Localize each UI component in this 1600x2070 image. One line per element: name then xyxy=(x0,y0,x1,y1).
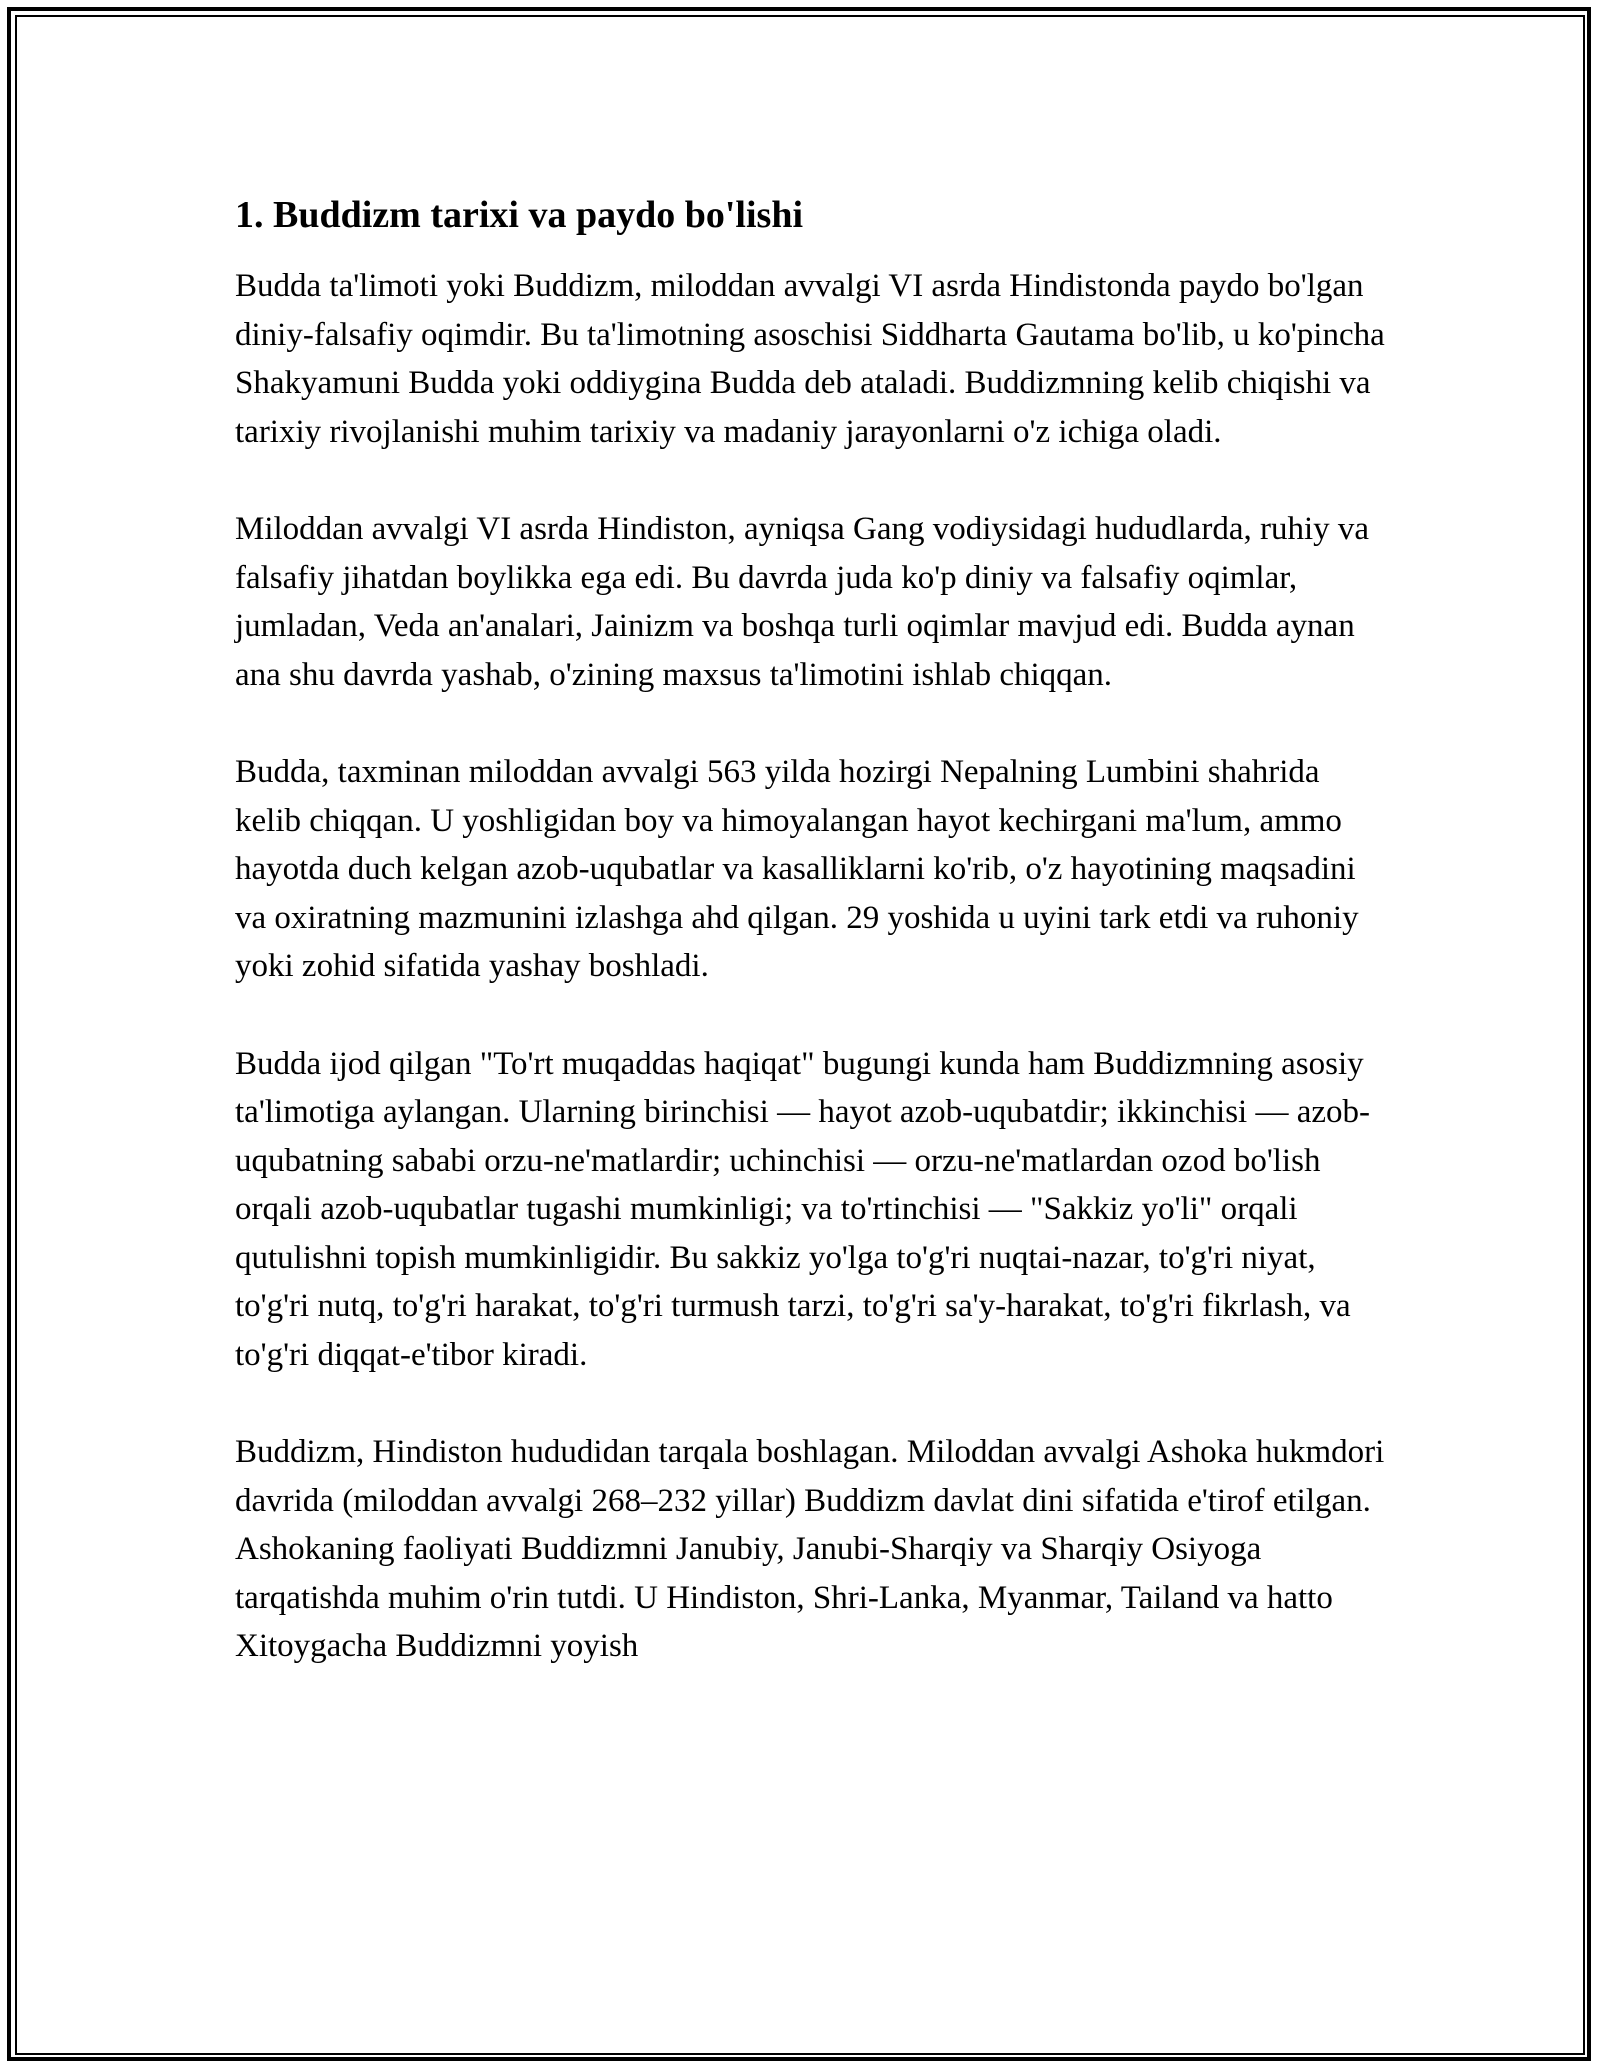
section-heading: 1. Buddizm tarixi va paydo bo'lishi xyxy=(235,194,804,236)
paragraph-2: Miloddan avvalgi VI asrda Hindiston, ayniqsa Gang vodiysidagi hududlarda, ruhiy va falsafiy jihatdan boylikka ega edi. Bu davrda juda ko'p diniy va falsafiy oqimlar, jumladan, Veda an'analari, Jainizm va boshqa turli oqimlar mavjud edi. Budda aynan ana shu davrda yashab, o'zining maxsus ta'limotini ishlab chiqqan. xyxy=(235,511,1370,693)
paragraph-5: Buddizm, Hindiston hududidan tarqala boshlagan. Miloddan avvalgi Ashoka hukmdori davrida (miloddan avvalgi 268–232 yillar) Buddizm davlat dini sifatida e'tirof etilgan. Ashokaning faoliyati Buddizmni Janubiy, Janubi-Sharqiy va Sharqiy Osiyoga tarqatishda muhim o'rin tutdi. U Hindiston, Shri-Lanka, Myanmar, Tailand va hatto Xitoygacha Buddizmni yoyish xyxy=(235,1434,1385,1664)
document-body xyxy=(235,188,1385,1720)
paragraph-3: Budda, taxminan miloddan avvalgi 563 yilda hozirgi Nepalning Lumbini shahrida kelib chiqqan. U yoshligidan boy va himoyalangan hayot kechirgani ma'lum, ammo hayotda duch kelgan azob-uqubatlar va kasalliklarni ko'rib, o'z hayotining maqsadini va oxiratning mazmunini izlashga ahd qilgan. 29 yoshida u uyini tark etdi va ruhoniy yoki zohid sifatida yashay boshladi. xyxy=(235,754,1359,984)
paragraph-1: Budda ta'limoti yoki Buddizm, miloddan avvalgi VI asrda Hindistonda paydo bo'lgan diniy-falsafiy oqimdir. Bu ta'limotning asoschisi Siddharta Gautama bo'lib, u ko'pincha Shakyamuni Budda yoki oddiygina Budda deb ataladi. Buddizmning kelib chiqishi va tarixiy rivojlanishi muhim tarixiy va madaniy jarayonlarni o'z ichiga oladi. xyxy=(235,268,1385,450)
paragraph-4: Budda ijod qilgan "To'rt muqaddas haqiqat" bugungi kunda ham Buddizmning asosiy ta'limotiga aylangan. Ularning birinchisi — hayot azob-uqubatdir; ikkinchisi — azob-uqubatning sababi orzu-ne'matlardir; uchinchisi — orzu-ne'matlardan ozod bo'lish orqali azob-uqubatlar tugashi mumkinligi; va to'rtinchisi — "Sakkiz yo'li" orqali qutulishni topish mumkinligidir. Bu sakkiz yo'lga to'g'ri nuqtai-nazar, to'g'ri niyat, to'g'ri nutq, to'g'ri harakat, to'g'ri turmush tarzi, to'g'ri sa'y-harakat, to'g'ri fikrlash, va to'g'ri diqqat-e'tibor kiradi. xyxy=(235,1045,1371,1373)
